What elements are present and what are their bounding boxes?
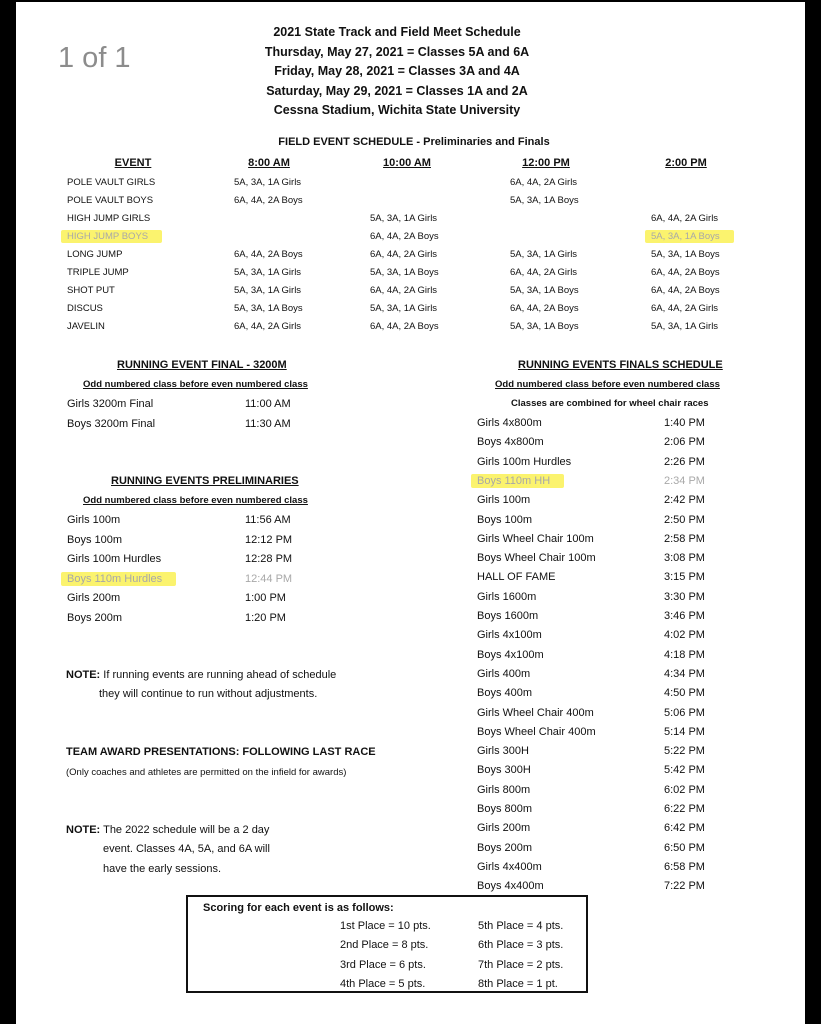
note-line: If running events are running ahead of schedule <box>103 669 337 681</box>
finals-event: Boys 800m <box>477 803 533 815</box>
final3200-event: Boys 3200m Final <box>67 417 156 430</box>
field-event-name: LONG JUMP <box>67 249 123 260</box>
finals-time: 3:30 PM <box>664 590 705 603</box>
field-event-name: TRIPLE JUMP <box>67 267 129 278</box>
finals-event: Boys 4x800m <box>477 436 544 449</box>
field-event-cell: 5A, 3A, 1A Girls <box>370 213 438 224</box>
field-event-name <box>61 231 162 242</box>
field-event-cell: 5A, 3A, 1A Girls <box>510 249 578 260</box>
field-event-name: POLE VAULT GIRLS <box>67 177 156 188</box>
finals-time: 4:02 PM <box>664 629 705 642</box>
finals-event: Girls 300H <box>477 745 529 758</box>
finals-event: Girls 4x800m <box>477 417 542 429</box>
finals-time: 2:58 PM <box>664 532 705 545</box>
field-header-2pm: 2:00 PM <box>665 157 707 169</box>
finals-event: HALL OF FAME <box>477 571 556 584</box>
header-venue: Cessna Stadium, Wichita State University <box>273 103 521 117</box>
finals-event: Girls 400m <box>477 667 531 680</box>
finals-subtitle-wheelchair: Classes are combined for wheel chair races <box>511 398 709 409</box>
finals-event: Boys 4x400m <box>477 880 544 893</box>
note-running-line2: they will continue to run without adjustments. <box>99 688 318 700</box>
finals-event: Girls Wheel Chair 400m <box>477 706 594 719</box>
finals-time: 5:42 PM <box>664 764 705 777</box>
field-event-cell: 5A, 3A, 1A Boys <box>510 285 579 296</box>
scoring-place: 2nd Place = 8 pts. <box>340 939 429 952</box>
award-text: (Only coaches and athletes are permitted on the infield for awards) <box>66 767 347 778</box>
field-header-12pm: 12:00 PM <box>522 157 570 169</box>
finals-event <box>471 475 564 487</box>
field-event-cell: 5A, 3A, 1A Girls <box>370 303 438 314</box>
field-event-cell: 6A, 4A, 2A Boys <box>510 303 579 314</box>
note-schedule-line3: have the early sessions. <box>103 863 222 875</box>
scoring-place: 1st Place = 10 pts. <box>340 920 431 932</box>
page-indicator: 1 of 1 <box>58 42 131 74</box>
award-title: TEAM AWARD PRESENTATIONS: FOLLOWING LAST RACE <box>66 746 376 758</box>
field-event-cell: 6A, 4A, 2A Girls <box>510 177 578 188</box>
finals-event: Girls 100m Hurdles <box>477 455 572 468</box>
scoring-place: 3rd Place = 6 pts. <box>340 958 426 971</box>
field-event-cell: 5A, 3A, 1A Girls <box>234 267 302 278</box>
finals-time: 3:46 PM <box>664 610 705 622</box>
finals-event: Boys 300H <box>477 764 531 777</box>
finals-time: 6:22 PM <box>664 803 705 815</box>
field-event-cell: 6A, 4A, 2A Girls <box>370 285 438 296</box>
note-schedule-line2: event. Classes 4A, 5A, and 6A will <box>103 843 270 855</box>
prelims-event <box>61 573 176 585</box>
finals-time: 6:42 PM <box>664 822 705 835</box>
note-label: NOTE: <box>66 669 101 681</box>
prelims-time: 1:00 PM <box>245 592 286 604</box>
prelims-title: RUNNING EVENTS PRELIMINARIES <box>111 475 299 487</box>
prelims-event: Boys 200m <box>67 611 123 624</box>
header-saturday: Saturday, May 29, 2021 = Classes 1A and 2A <box>266 83 528 98</box>
finals-event: Girls 200m <box>477 822 531 835</box>
prelims-time: 1:20 PM <box>245 611 286 624</box>
final3200-subtitle: Odd numbered class before even numbered class <box>83 379 308 390</box>
finals-time: 3:08 PM <box>664 552 705 565</box>
finals-time: 6:50 PM <box>664 841 705 854</box>
field-header-8am: 8:00 AM <box>248 157 290 169</box>
field-event-cell-highlighted: 5A, 3A, 1A Boys <box>645 230 734 243</box>
finals-event: Boys 200m <box>477 841 533 854</box>
scoring-place: 5th Place = 4 pts. <box>478 920 564 932</box>
header-block <box>215 23 579 121</box>
prelims-time: 12:28 PM <box>245 553 293 565</box>
field-event-cell: 5A, 3A, 1A Boys <box>370 267 439 278</box>
finals-time: 2:26 PM <box>664 455 705 468</box>
field-event-cell: 5A, 3A, 1A Girls <box>234 285 302 296</box>
finals-event: Girls 800m <box>477 783 531 796</box>
finals-time: 3:15 PM <box>664 571 705 584</box>
field-event-cell: 5A, 3A, 1A Girls <box>234 177 302 188</box>
field-event-cell: 6A, 4A, 2A Boys <box>234 249 303 260</box>
finals-time: 6:02 PM <box>664 783 705 796</box>
field-event-name: SHOT PUT <box>67 285 115 296</box>
field-event-cell: 5A, 3A, 1A Girls <box>651 321 719 332</box>
field-event-cell: 6A, 4A, 2A Girls <box>651 303 719 314</box>
field-header-event: EVENT <box>114 157 152 169</box>
finals-event: Girls 100m <box>477 494 531 507</box>
finals-title: RUNNING EVENTS FINALS SCHEDULE <box>518 359 723 371</box>
finals-event: Boys 1600m <box>477 610 539 622</box>
finals-time: 4:34 PM <box>664 667 705 680</box>
note-schedule <box>66 824 269 836</box>
scoring-title: Scoring for each event is as follows: <box>203 902 394 914</box>
header-friday: Friday, May 28, 2021 = Classes 3A and 4A <box>274 64 520 78</box>
prelims-time: 12:12 PM <box>245 533 293 546</box>
final3200-title: RUNNING EVENT FINAL - 3200M <box>117 359 287 371</box>
finals-event: Boys Wheel Chair 400m <box>477 725 596 738</box>
finals-time: 7:22 PM <box>664 880 705 893</box>
field-event-name: JAVELIN <box>67 321 105 332</box>
field-event-cell: 6A, 4A, 2A Girls <box>370 249 438 260</box>
finals-event: Girls 1600m <box>477 590 537 603</box>
finals-event: Boys 400m <box>477 687 533 700</box>
finals-event: Girls 4x100m <box>477 629 542 642</box>
field-event-cell: 5A, 3A, 1A Boys <box>510 195 579 206</box>
finals-event: Girls Wheel Chair 100m <box>477 532 594 545</box>
field-event-cell: 5A, 3A, 1A Boys <box>234 303 303 314</box>
finals-time: 2:06 PM <box>664 436 705 449</box>
finals-time: 5:14 PM <box>664 725 705 738</box>
field-event-cell: 6A, 4A, 2A Girls <box>234 321 302 332</box>
field-event-name: DISCUS <box>67 303 103 314</box>
prelims-event: Boys 100m <box>67 533 123 546</box>
finals-time: 1:40 PM <box>664 417 705 429</box>
scoring-place: 6th Place = 3 pts. <box>478 939 564 952</box>
prelims-subtitle: Odd numbered class before even numbered class <box>83 495 308 506</box>
field-event-cell <box>645 231 734 242</box>
note-running <box>66 669 336 681</box>
scoring-place: 8th Place = 1 pt. <box>478 977 558 990</box>
field-event-cell: 6A, 4A, 2A Boys <box>651 285 720 296</box>
field-event-cell: 6A, 4A, 2A Boys <box>234 195 303 206</box>
finals-event: Boys Wheel Chair 100m <box>477 552 596 565</box>
finals-time: 2:42 PM <box>664 494 705 507</box>
finals-event: Girls 4x400m <box>477 860 542 873</box>
field-event-cell: 6A, 4A, 2A Girls <box>510 267 578 278</box>
field-event-cell: 5A, 3A, 1A Boys <box>651 249 720 260</box>
finals-time: 4:50 PM <box>664 687 705 700</box>
finals-event-highlighted: Boys 110m HH <box>471 474 564 488</box>
final3200-event: Girls 3200m Final <box>67 398 154 410</box>
finals-event: Boys 100m <box>477 513 533 526</box>
finals-time: 4:18 PM <box>664 648 705 661</box>
finals-time: 5:22 PM <box>664 745 705 758</box>
scoring-place: 7th Place = 2 pts. <box>478 958 564 971</box>
field-event-name: POLE VAULT BOYS <box>67 195 154 206</box>
field-event-cell: 6A, 4A, 2A Boys <box>370 231 439 242</box>
scoring-place: 4th Place = 5 pts. <box>340 977 426 990</box>
finals-event: Boys 4x100m <box>477 648 544 661</box>
field-event-title: FIELD EVENT SCHEDULE - Preliminaries and Finals <box>278 136 550 148</box>
final3200-time: 11:00 AM <box>245 398 291 410</box>
prelims-event: Girls 100m <box>67 514 121 526</box>
note-label: NOTE: <box>66 824 101 836</box>
prelims-event-highlighted: Boys 110m Hurdles <box>61 572 176 586</box>
finals-time: 6:58 PM <box>664 860 705 873</box>
prelims-event: Girls 200m <box>67 592 121 604</box>
prelims-event: Girls 100m Hurdles <box>67 553 162 565</box>
finals-time: 2:34 PM <box>664 474 705 487</box>
field-event-name-highlighted: HIGH JUMP BOYS <box>61 230 162 243</box>
header-title: 2021 State Track and Field Meet Schedule <box>273 25 521 39</box>
finals-subtitle: Odd numbered class before even numbered class <box>495 379 720 390</box>
finals-time: 5:06 PM <box>664 706 705 719</box>
field-event-cell: 6A, 4A, 2A Girls <box>651 213 719 224</box>
final3200-time: 11:30 AM <box>245 417 291 430</box>
field-event-name: HIGH JUMP GIRLS <box>67 213 151 224</box>
field-header-10am: 10:00 AM <box>383 157 431 169</box>
header-thursday: Thursday, May 27, 2021 = Classes 5A and 6A <box>264 44 530 59</box>
prelims-time: 11:56 AM <box>245 514 291 526</box>
prelims-time: 12:44 PM <box>245 572 293 585</box>
field-event-cell: 5A, 3A, 1A Boys <box>510 321 579 332</box>
note-line: The 2022 schedule will be a 2 day <box>103 824 270 836</box>
finals-time: 2:50 PM <box>664 513 705 526</box>
field-event-cell: 6A, 4A, 2A Boys <box>651 267 720 278</box>
field-event-cell: 6A, 4A, 2A Boys <box>370 321 439 332</box>
